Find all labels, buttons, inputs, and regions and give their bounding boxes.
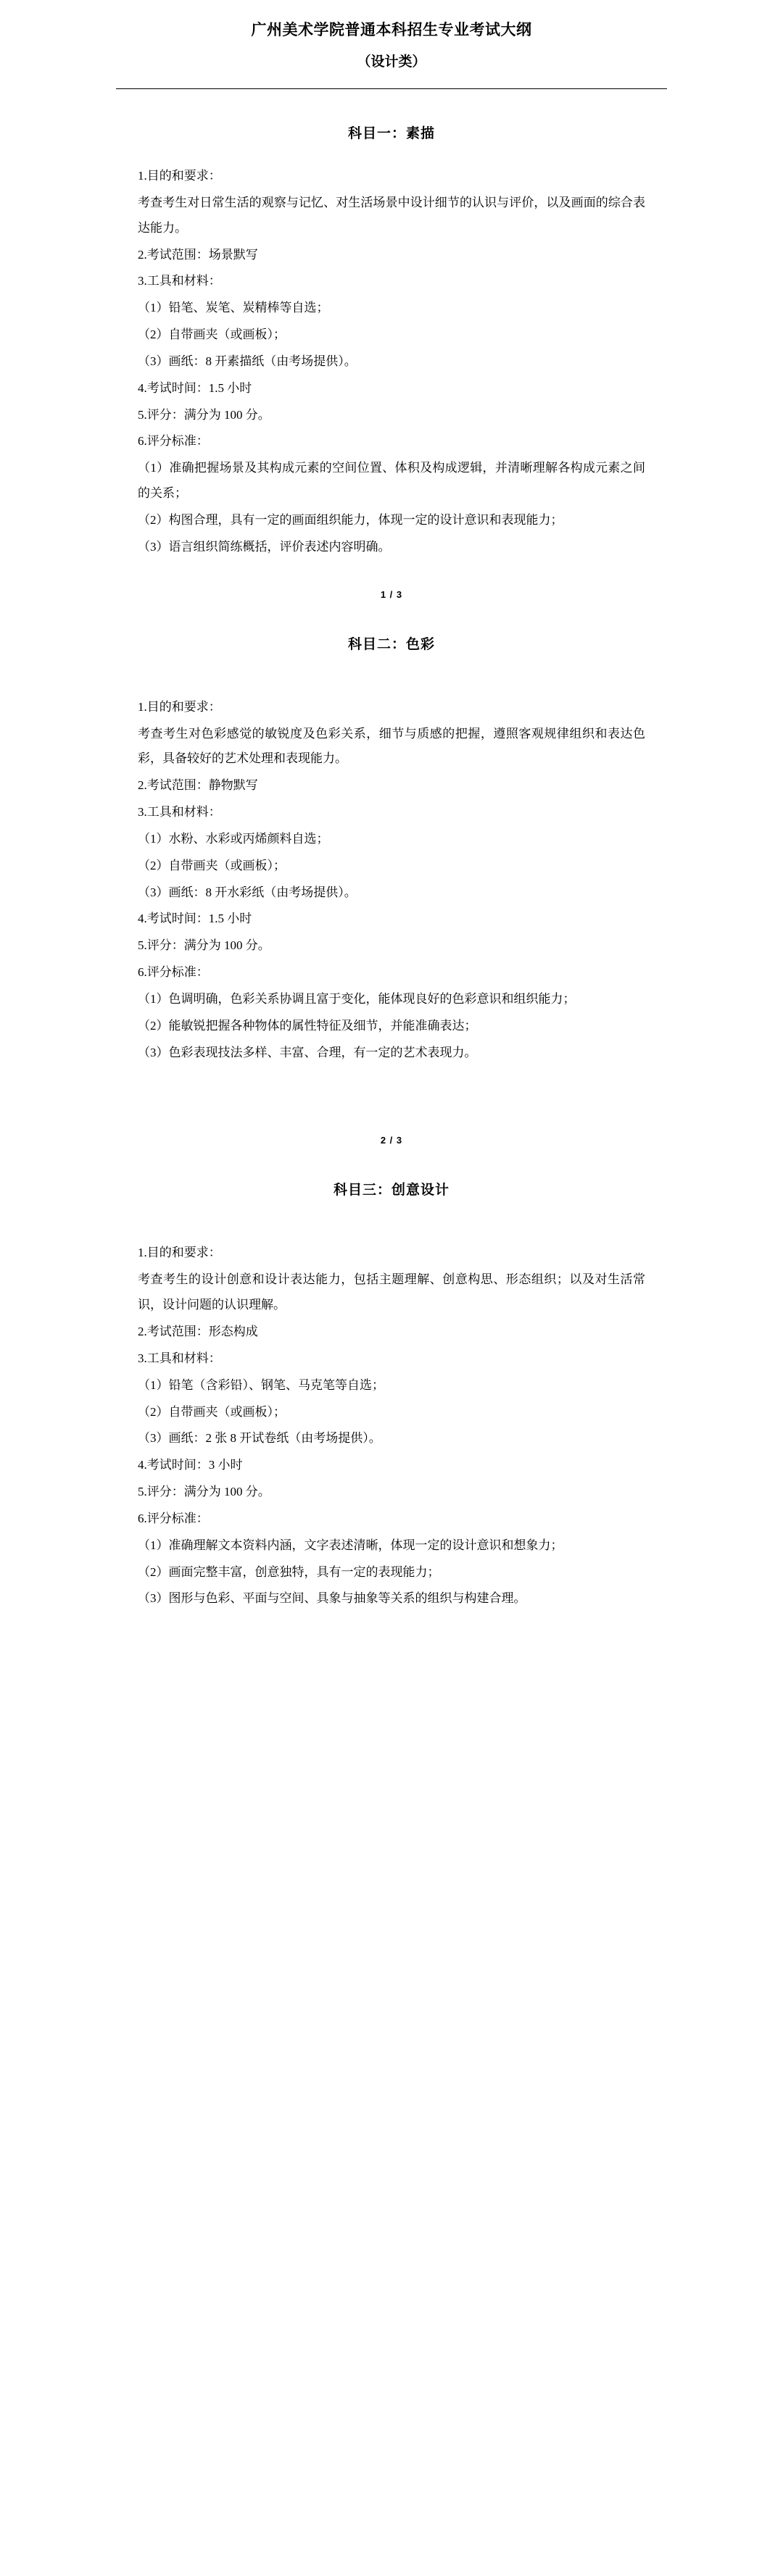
paragraph: 1.目的和要求：	[138, 1246, 221, 1260]
paragraph: （3）语言组织简练概括，评价表述内容明确。	[138, 539, 391, 554]
paragraph: （3）画纸：8 开素描纸（由考场提供）。	[138, 354, 357, 368]
paragraph: 2.考试范围：场景默写	[138, 247, 258, 262]
paragraph: 3.工具和材料：	[138, 1351, 221, 1365]
paragraph: 1.目的和要求：	[138, 169, 221, 183]
paragraph: （2）自带画夹（或画板）；	[138, 858, 286, 872]
page-number: 2 / 3	[380, 1135, 403, 1146]
paragraph: （1）水粉、水彩或丙烯颜料自选；	[138, 831, 329, 846]
paragraph: （1）铅笔、炭笔、炭精棒等自选；	[138, 301, 329, 315]
paragraph: （3）色彩表现技法多样、丰富、合理，有一定的艺术表现力。	[138, 1045, 477, 1059]
paragraph: （2）自带画夹（或画板）；	[138, 328, 286, 342]
document-header	[0, 0, 783, 72]
paragraph: （1）准确把握场景及其构成元素的空间位置、体积及构成逻辑，并清晰理解各构成元素之间的关系；	[138, 461, 645, 501]
paragraph: 4.考试时间：1.5 小时	[138, 380, 252, 395]
paragraph: 5.评分：满分为 100 分。	[138, 407, 270, 422]
section-heading: 科目一：素描	[347, 126, 435, 141]
page-number: 1 / 3	[380, 588, 403, 600]
paragraph: 4.考试时间：3 小时	[138, 1458, 243, 1472]
paragraph: 考查考生的设计创意和设计表达能力，包括主题理解、创意构思、形态组织；以及对生活常识，设计问题的认识理解。	[138, 1272, 645, 1312]
paragraph: 考查考生对日常生活的观察与记忆、对生活场景中设计细节的认识与评价，以及画面的综合表达能力。	[138, 195, 645, 235]
section-subject-two	[138, 600, 645, 1146]
page-title: 广州美术学院普通本科招生专业考试大纲	[251, 22, 532, 38]
paragraph: （3）图形与色彩、平面与空间、具象与抽象等关系的组织与构建合理。	[138, 1591, 526, 1606]
paragraph: 3.工具和材料：	[138, 274, 221, 288]
paragraph: （1）铅笔（含彩铅）、钢笔、马克笔等自选；	[138, 1377, 384, 1392]
paragraph: 考查考生对色彩感觉的敏锐度及色彩关系，细节与质感的把握，遵照客观规律组织和表达色彩，具备较好的艺术处理和表现能力。	[138, 726, 645, 766]
paragraph: （2）自带画夹（或画板）；	[138, 1404, 286, 1419]
paragraph: （1）准确理解文本资料内涵，文字表述清晰，体现一定的设计意识和想象力；	[138, 1538, 563, 1552]
paragraph: 3.工具和材料：	[138, 805, 221, 820]
section-heading: 科目三：创意设计	[333, 1183, 450, 1199]
paragraph: （1）色调明确，色彩关系协调且富于变化，能体现良好的色彩意识和组织能力；	[138, 991, 576, 1006]
paragraph: （2）画面完整丰富，创意独特，具有一定的表现能力；	[138, 1564, 440, 1579]
paragraph: （3）画纸：2 张 8 开试卷纸（由考场提供）。	[138, 1431, 381, 1446]
paragraph: （3）画纸：8 开水彩纸（由考场提供）。	[138, 885, 357, 899]
paragraph: 5.评分：满分为 100 分。	[138, 938, 270, 953]
section-subject-one	[138, 89, 645, 600]
section-subject-three	[138, 1146, 645, 1612]
paragraph: 1.目的和要求：	[138, 699, 221, 714]
paragraph: 5.评分：满分为 100 分。	[138, 1485, 270, 1499]
paragraph: 2.考试范围：形态构成	[138, 1325, 258, 1338]
page-subtitle: （设计类）	[357, 54, 426, 70]
paragraph: （2）构图合理，具有一定的画面组织能力，体现一定的设计意识和表现能力；	[138, 512, 563, 527]
paragraph: 4.考试时间：1.5 小时	[138, 912, 252, 926]
paragraph: 6.评分标准：	[138, 1511, 209, 1525]
paragraph: 6.评分标准：	[138, 434, 209, 449]
paragraph: 6.评分标准：	[138, 965, 209, 980]
section-heading: 科目二：色彩	[347, 636, 435, 652]
document-body	[138, 89, 645, 1612]
paragraph: 2.考试范围：静物默写	[138, 778, 258, 793]
paragraph: （2）能敏锐把握各种物体的属性特征及细节，并能准确表达；	[138, 1018, 477, 1033]
